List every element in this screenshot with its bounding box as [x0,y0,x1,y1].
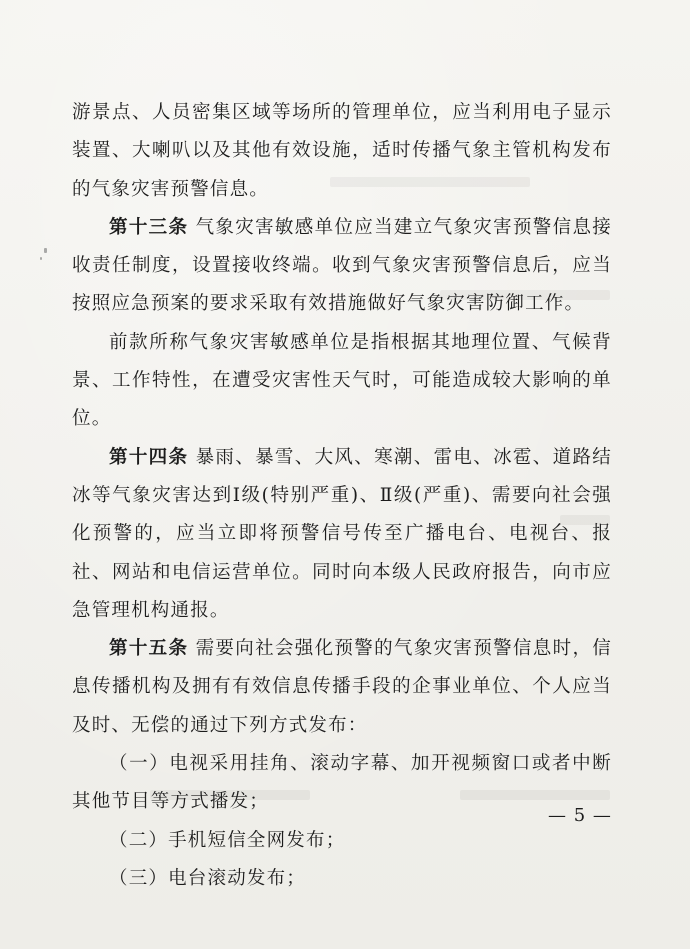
paragraph-text: 需要向社会强化预警的气象灾害预警信息时，信息传播机构及拥有有效信息传播手段的企事业单位、个人应当及时、无偿的通过下列方式发布： [72,638,612,736]
paragraph-text: 游景点、人员密集区域等场所的管理单位，应当利用电子显示装置、大喇叭以及其他有效设施，适时传播气象主管机构发布的气象灾害预警信息。 [72,102,612,200]
list-item [72,745,612,822]
scan-speck [44,248,47,253]
scan-speck [40,257,42,260]
list-item-text: （二）手机短信全网发布； [109,829,346,851]
list-item-text: （一）电视采用挂角、滚动字幕、加开视频窗口或者中断其他节目等方式播发； [72,753,612,813]
article-paragraph [72,630,612,745]
list-item [72,822,612,860]
paragraph [72,324,612,439]
article-heading: 第十四条 [109,446,189,468]
page-number: — 5 — [548,805,612,826]
paragraph [72,94,612,209]
paragraph-text: 暴雨、暴雪、大风、寒潮、雷电、冰雹、道路结冰等气象灾害达到Ⅰ级(特别严重)、Ⅱ级(严重)、需要向社会强化预警的，应当立即将预警信号传至广播电台、电视台、报社、网站和电信运营单位。同时向本级人民政府报告，向市应急管理机构通报。 [72,446,612,621]
paragraph-text: 前款所称气象灾害敏感单位是指根据其地理位置、气候背景、工作特性，在遭受灾害性天气时，可能造成较大影响的单位。 [72,331,612,430]
article-heading: 第十五条 [109,638,189,660]
paragraph-text: 气象灾害敏感单位应当建立气象灾害预警信息接收责任制度，设置接收终端。收到气象灾害预警信息后，应当按照应急预案的要求采取有效措施做好气象灾害防御工作。 [72,216,612,315]
article-heading: 第十三条 [109,216,189,238]
list-item [72,860,612,898]
article-paragraph [72,209,612,324]
article-paragraph [72,439,612,630]
list-item-text: （三）电台滚动发布； [109,867,307,889]
document-body [72,94,612,898]
